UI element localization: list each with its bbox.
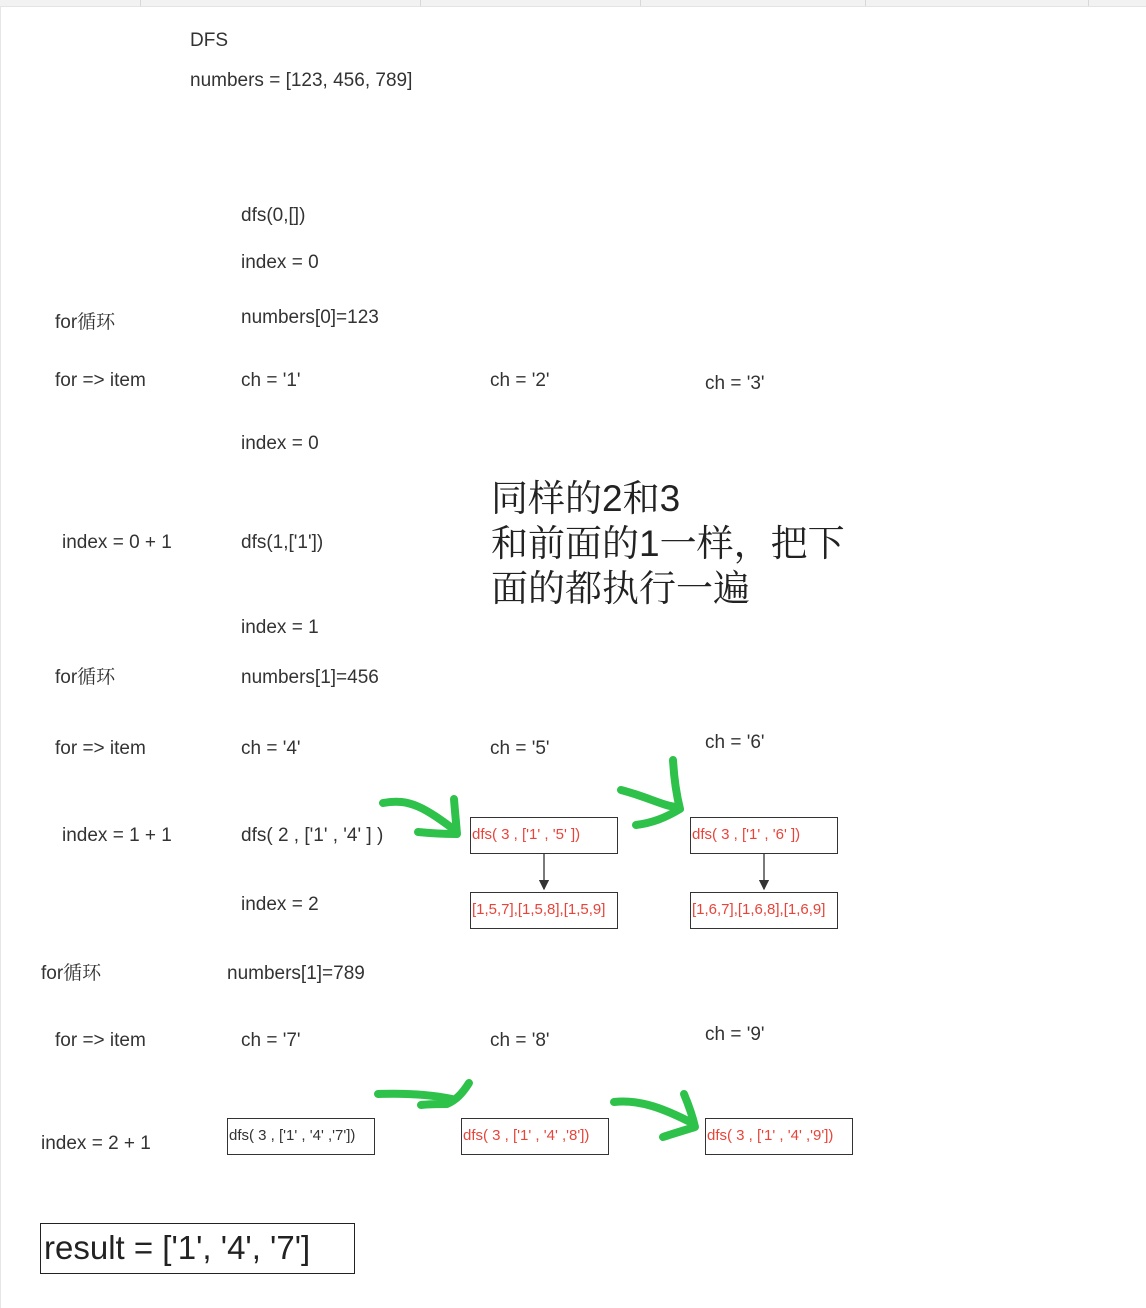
ch-7: ch = '7' <box>241 1030 301 1051</box>
ch-6: ch = '6' <box>705 732 765 753</box>
for-loop-label-2: for循环 <box>55 667 116 688</box>
call-level-2: dfs( 2 , ['1' , '4' ] ) <box>241 825 384 846</box>
for-item-label-1: for => item <box>55 370 146 391</box>
for-item-label-2: for => item <box>55 738 146 759</box>
for-loop-label-1: for循环 <box>55 312 116 333</box>
dfs-box-1-4-8: dfs( 3 , ['1' , '4' ,'8']) <box>461 1118 609 1155</box>
numbers-definition: numbers = [123, 456, 789] <box>190 70 413 91</box>
index-0-repeat: index = 0 <box>241 433 319 454</box>
ch-2: ch = '2' <box>490 370 550 391</box>
green-arrow-icon <box>378 1094 452 1099</box>
index-0-label: index = 0 <box>241 252 319 273</box>
ch-5: ch = '5' <box>490 738 550 759</box>
numbers-2-label: numbers[1]=789 <box>227 963 365 984</box>
green-arrow-icon <box>383 802 456 831</box>
dfs-box-1-4-9: dfs( 3 , ['1' , '4' ,'9']) <box>705 1118 853 1155</box>
note-line: 和前面的1一样，把下 <box>491 523 845 564</box>
dfs-box-1-5: dfs( 3 , ['1' , '5' ]) <box>470 817 618 854</box>
ch-3: ch = '3' <box>705 373 765 394</box>
index-increment-2: index = 1 + 1 <box>62 825 172 846</box>
result-box-1-6: [1,6,7],[1,6,8],[1,6,9] <box>690 892 838 929</box>
note-line: 面的都执行一遍 <box>491 568 750 609</box>
index-increment-3: index = 2 + 1 <box>41 1133 151 1154</box>
numbers-1-label: numbers[1]=456 <box>241 667 379 688</box>
note-line: 同样的2和3 <box>491 478 681 519</box>
root-call: dfs(0,[]) <box>241 205 306 226</box>
ch-9: ch = '9' <box>705 1024 765 1045</box>
green-arrow-icon <box>621 790 677 807</box>
dfs-box-1-6: dfs( 3 , ['1' , '6' ]) <box>690 817 838 854</box>
dfs-box-1-4-7: dfs( 3 , ['1' , '4' ,'7']) <box>227 1118 375 1155</box>
index-2-label: index = 2 <box>241 894 319 915</box>
page-title: DFS <box>190 30 228 51</box>
index-1-label: index = 1 <box>241 617 319 638</box>
call-level-1: dfs(1,['1']) <box>241 532 324 553</box>
ch-4: ch = '4' <box>241 738 301 759</box>
ch-8: ch = '8' <box>490 1030 550 1051</box>
for-loop-label-3: for循环 <box>41 963 102 984</box>
for-item-label-3: for => item <box>55 1030 146 1051</box>
result-box: result = ['1', '4', '7'] <box>40 1223 355 1274</box>
green-arrow-icon <box>614 1101 694 1124</box>
result-box-1-5: [1,5,7],[1,5,8],[1,5,9] <box>470 892 618 929</box>
index-increment-1: index = 0 + 1 <box>62 532 172 553</box>
ch-1: ch = '1' <box>241 370 301 391</box>
numbers-0-label: numbers[0]=123 <box>241 307 379 328</box>
